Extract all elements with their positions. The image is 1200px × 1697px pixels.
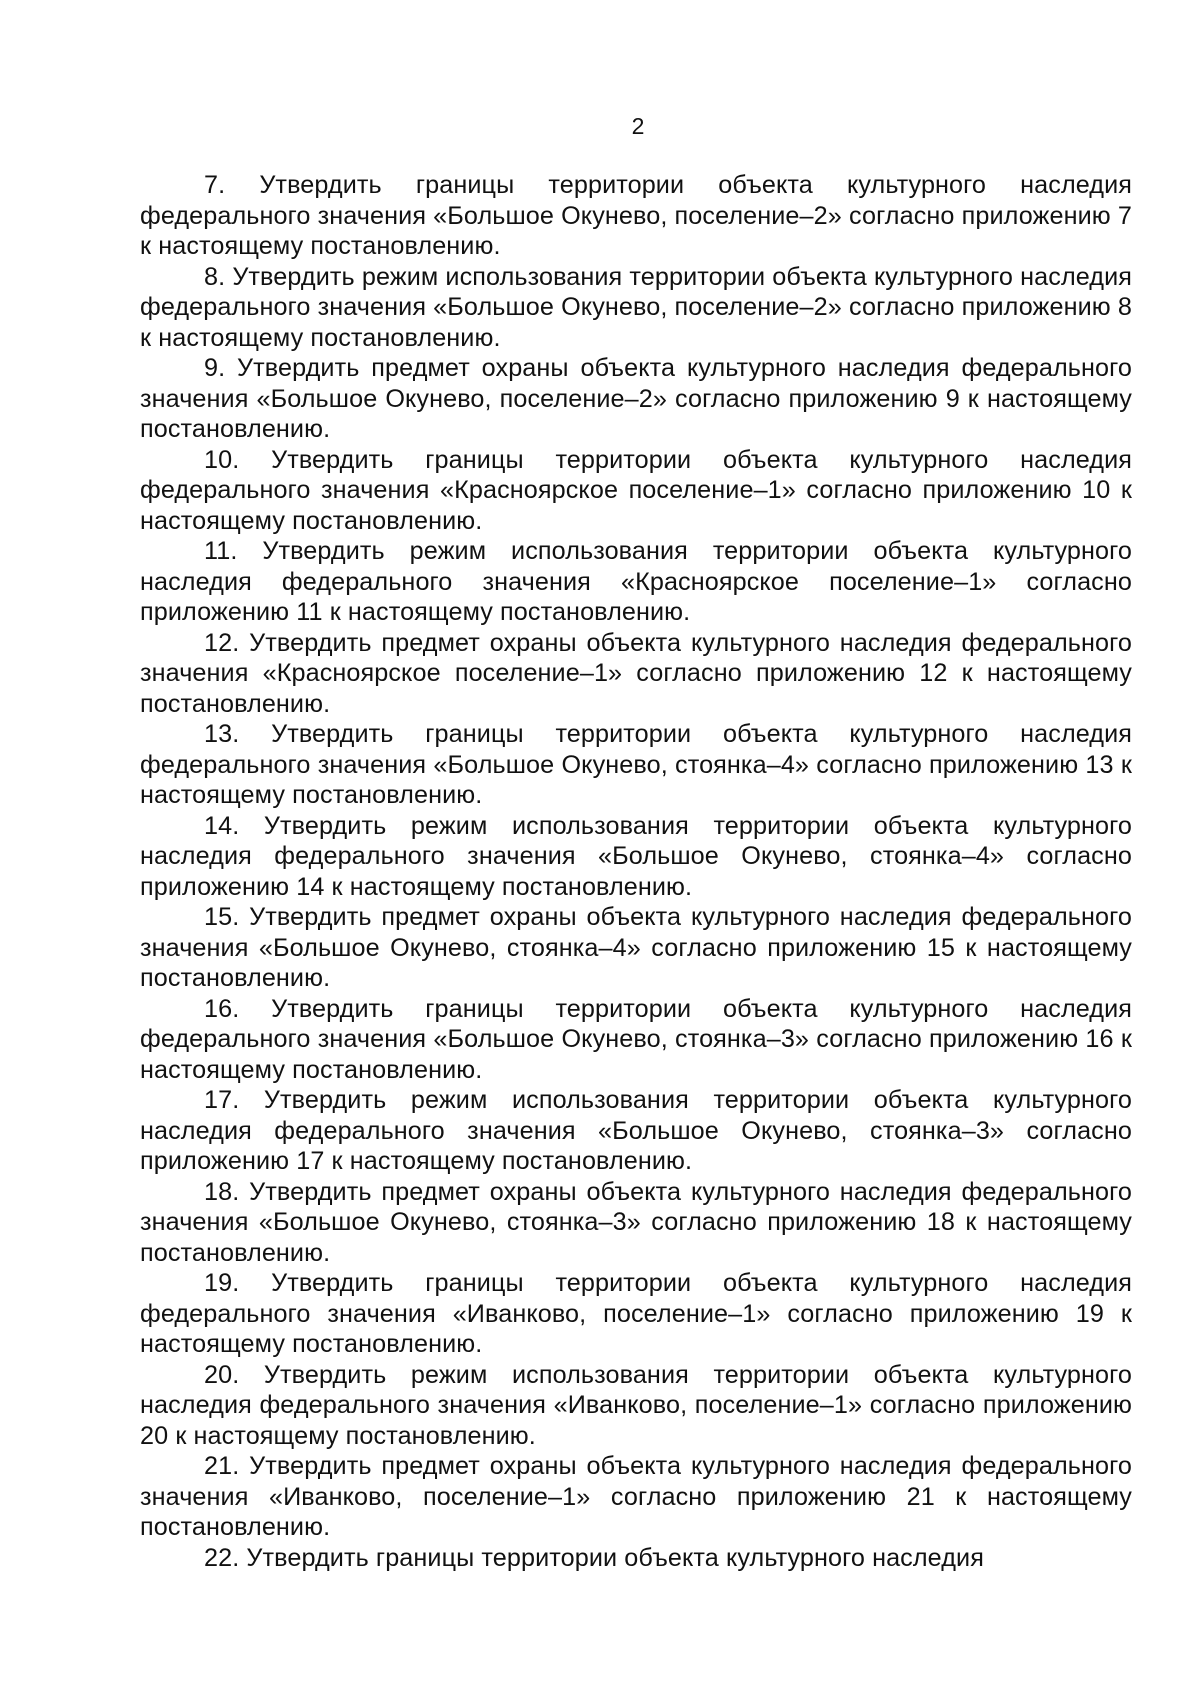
paragraph-item-10: 10. Утвердить границы территории объекта культурного наследия федерального значения «Красноярское поселение–1» согласно приложению 10 к настоящему постановлению. [140, 445, 1132, 535]
paragraph-item-22: 22. Утвердить границы территории объекта культурного наследия [204, 1543, 984, 1572]
paragraph-item-9: 9. Утвердить предмет охраны объекта культурного наследия федерального значения «Большое Окунево, поселение–2» согласно приложению 9 к настоящему постановлению. [140, 354, 1132, 443]
paragraph-item-17: 17. Утвердить режим использования территории объекта культурного наследия федерального значения «Большое Окунево, стоянка–3» согласно приложению 17 к настоящему постановлению. [140, 1086, 1132, 1175]
paragraph-item-18: 18. Утвердить предмет охраны объекта культурного наследия федерального значения «Большое Окунево, стоянка–3» согласно приложению 18 к настоящему постановлению. [140, 1177, 1132, 1267]
paragraph-item-13: 13. Утвердить границы территории объекта культурного наследия федерального значения «Большое Окунево, стоянка–4» согласно приложению 13 к настоящему постановлению. [140, 720, 1132, 809]
paragraph-item-21: 21. Утвердить предмет охраны объекта культурного наследия федерального значения «Иванково, поселение–1» согласно приложению 21 к настоящему постановлению. [140, 1452, 1132, 1541]
paragraph-item-7: 7. Утвердить границы территории объекта культурного наследия федерального значения «Большое Окунево, поселение–2» согласно приложению 7 к настоящему постановлению. [140, 171, 1132, 260]
paragraph-item-14: 14. Утвердить режим использования территории объекта культурного наследия федерального значения «Большое Окунево, стоянка–4» согласно приложению 14 к настоящему постановлению. [140, 811, 1132, 901]
paragraph-item-12: 12. Утвердить предмет охраны объекта культурного наследия федерального значения «Красноярское поселение–1» согласно приложению 12 к настоящему постановлению. [140, 628, 1132, 718]
paragraph-item-15: 15. Утвердить предмет охраны объекта культурного наследия федерального значения «Большое Окунево, стоянка–4» согласно приложению 15 к настоящему постановлению. [140, 903, 1132, 992]
page-number: 2 [631, 113, 645, 139]
paragraph-item-19: 19. Утвердить границы территории объекта культурного наследия федерального значения «Иванково, поселение–1» согласно приложению 19 к настоящему постановлению. [140, 1269, 1132, 1358]
paragraph-item-11: 11. Утвердить режим использования территории объекта культурного наследия федерального значения «Красноярское поселение–1» согласно приложению 11 к настоящему постановлению. [140, 537, 1132, 626]
paragraph-item-16: 16. Утвердить границы территории объекта культурного наследия федерального значения «Большое Окунево, стоянка–3» согласно приложению 16 к настоящему постановлению. [140, 994, 1132, 1084]
document-body [140, 170, 1132, 1573]
paragraph-item-8: 8. Утвердить режим использования территории объекта культурного наследия федерального значения «Большое Окунево, поселение–2» согласно приложению 8 к настоящему постановлению. [140, 262, 1132, 352]
paragraph-item-20: 20. Утвердить режим использования территории объекта культурного наследия федерального значения «Иванково, поселение–1» согласно приложению 20 к настоящему постановлению. [140, 1360, 1132, 1450]
